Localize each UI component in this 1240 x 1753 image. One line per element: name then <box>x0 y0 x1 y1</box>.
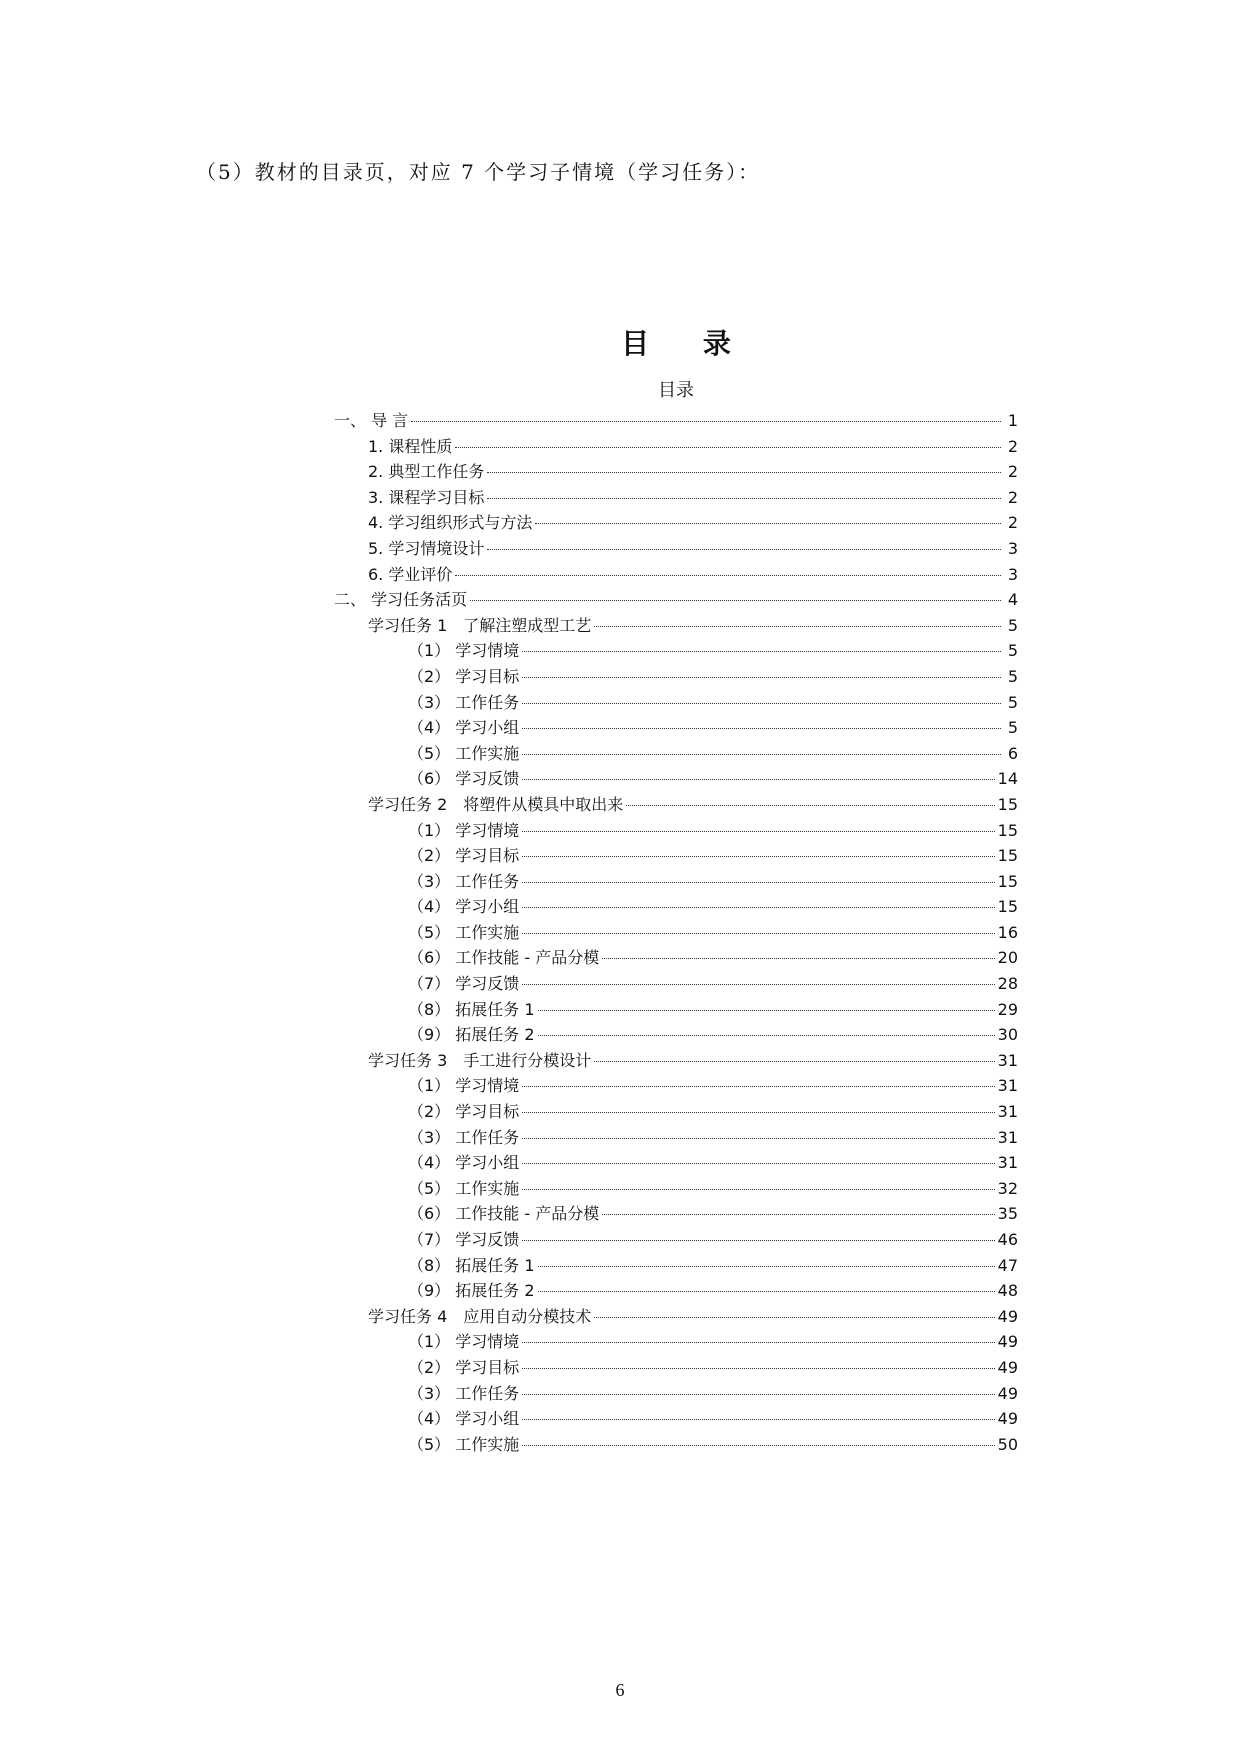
toc-entry <box>334 843 1018 869</box>
toc-dot-leader <box>522 1138 994 1139</box>
toc-dot-leader <box>538 1035 995 1036</box>
toc-entry <box>334 638 1018 664</box>
toc-entry-label: 2. 典型工作任务 <box>368 462 485 482</box>
toc-entry-label: （4） 学习小组 <box>408 1409 520 1429</box>
toc-entry <box>334 1099 1018 1125</box>
toc-entry-label: 6. 学业评价 <box>368 564 453 584</box>
toc-entry-page: 31 <box>997 1127 1018 1147</box>
toc-entry-label: 学习任务 4 应用自动分模技术 <box>368 1306 592 1326</box>
toc-entry-label: （2） 学习目标 <box>408 666 520 686</box>
toc-entry <box>334 459 1018 485</box>
toc-entry-page: 15 <box>997 871 1018 891</box>
toc-entry-label: （7） 学习反馈 <box>408 974 520 994</box>
toc-entry-label: （6） 工作技能 - 产品分模 <box>408 1204 600 1224</box>
toc-entry-label: （5） 工作实施 <box>408 922 520 942</box>
toc-dot-leader <box>522 1445 994 1446</box>
toc-entry-page: 50 <box>997 1434 1018 1454</box>
toc-entry <box>334 1125 1018 1151</box>
toc-dot-leader <box>411 421 1001 422</box>
toc-entry <box>334 613 1018 639</box>
toc-list <box>334 408 1018 1457</box>
toc-entry-label: 学习任务 1 了解注塑成型工艺 <box>368 615 592 635</box>
toc-entry <box>334 1304 1018 1330</box>
toc-entry-label: （1） 学习情境 <box>408 1076 520 1096</box>
toc-entry <box>334 536 1018 562</box>
toc-entry <box>334 408 1018 434</box>
toc-entry-page: 2 <box>1007 436 1018 456</box>
toc-dot-leader <box>594 1061 994 1062</box>
toc-entry <box>334 869 1018 895</box>
toc-entry-page: 31 <box>997 1153 1018 1173</box>
toc-dot-leader <box>602 958 994 959</box>
toc-entry-label: （8） 拓展任务 1 <box>408 999 535 1019</box>
toc-entry <box>334 1406 1018 1432</box>
toc-entry-page: 15 <box>997 897 1018 917</box>
toc-entry-page: 20 <box>997 948 1018 968</box>
toc-title: 目 录 <box>621 327 753 360</box>
toc-entry-label: （8） 拓展任务 1 <box>408 1255 535 1275</box>
toc-entry <box>334 1381 1018 1407</box>
toc-entry-page: 4 <box>1007 590 1018 610</box>
toc-entry-page: 30 <box>997 1025 1018 1045</box>
toc-entry-label: （2） 学习目标 <box>408 1357 520 1377</box>
toc-entry-page: 49 <box>997 1332 1018 1352</box>
toc-dot-leader <box>522 907 994 908</box>
toc-dot-leader <box>522 1086 994 1087</box>
toc-dot-leader <box>538 1266 995 1267</box>
toc-entry-label: （4） 学习小组 <box>408 897 520 917</box>
toc-entry <box>334 562 1018 588</box>
toc-dot-leader <box>522 651 1001 652</box>
page-number: 6 <box>615 1680 625 1700</box>
toc-entry-label: 二、 学习任务活页 <box>334 590 468 610</box>
toc-entry-page: 49 <box>997 1357 1018 1377</box>
toc-entry-label: （4） 学习小组 <box>408 1153 520 1173</box>
toc-dot-leader <box>522 1342 994 1343</box>
toc-dot-leader <box>522 933 994 934</box>
toc-entry-label: （6） 学习反馈 <box>408 769 520 789</box>
toc-dot-leader <box>626 805 994 806</box>
toc-dot-leader <box>522 779 994 780</box>
toc-subtitle: 目录 <box>658 380 694 401</box>
toc-entry <box>334 664 1018 690</box>
toc-entry-label: （2） 学习目标 <box>408 846 520 866</box>
toc-dot-leader <box>522 1368 994 1369</box>
toc-entry <box>334 1048 1018 1074</box>
toc-entry-page: 5 <box>1007 692 1018 712</box>
toc-dot-leader <box>535 523 1001 524</box>
toc-dot-leader <box>522 856 994 857</box>
toc-entry-label: （2） 学习目标 <box>408 1102 520 1122</box>
toc-entry-page: 15 <box>997 846 1018 866</box>
toc-dot-leader <box>487 498 1001 499</box>
toc-entry-page: 31 <box>997 1076 1018 1096</box>
toc-entry-page: 5 <box>1007 641 1018 661</box>
toc-dot-leader <box>470 600 1001 601</box>
toc-dot-leader <box>522 1419 994 1420</box>
toc-dot-leader <box>522 754 1001 755</box>
toc-entry-page: 49 <box>997 1409 1018 1429</box>
toc-entry-label: （3） 工作任务 <box>408 871 520 891</box>
toc-entry <box>334 1201 1018 1227</box>
toc-entry-label: 学习任务 2 将塑件从模具中取出来 <box>368 794 624 814</box>
toc-entry-page: 1 <box>1007 411 1018 430</box>
toc-entry-label: （6） 工作技能 - 产品分模 <box>408 948 600 968</box>
toc-entry-page: 49 <box>997 1306 1018 1326</box>
toc-entry-page: 2 <box>1007 513 1018 533</box>
toc-entry-page: 31 <box>997 1050 1018 1070</box>
toc-entry <box>334 1227 1018 1253</box>
toc-dot-leader <box>455 447 1001 448</box>
toc-entry <box>334 741 1018 767</box>
intro-paragraph: （5）教材的目录页，对应 7 个学习子情境（学习任务）： <box>196 160 761 184</box>
toc-entry <box>334 715 1018 741</box>
toc-dot-leader <box>538 1010 995 1011</box>
toc-section <box>334 322 1018 1457</box>
toc-entry <box>334 792 1018 818</box>
toc-entry <box>334 945 1018 971</box>
toc-dot-leader <box>487 472 1001 473</box>
toc-entry-page: 3 <box>1007 564 1018 584</box>
toc-dot-leader <box>522 831 994 832</box>
toc-entry <box>334 434 1018 460</box>
toc-entry-label: （5） 工作实施 <box>408 1178 520 1198</box>
toc-entry-page: 5 <box>1007 666 1018 686</box>
toc-dot-leader <box>538 1291 995 1292</box>
toc-entry-label: （5） 工作实施 <box>408 743 520 763</box>
toc-entry <box>334 971 1018 997</box>
toc-entry-page: 31 <box>997 1102 1018 1122</box>
toc-entry <box>334 997 1018 1023</box>
toc-dot-leader <box>522 1189 994 1190</box>
toc-entry-label: （3） 工作任务 <box>408 1127 520 1147</box>
toc-entry-label: 5. 学习情境设计 <box>368 538 485 558</box>
toc-entry-label: （4） 学习小组 <box>408 718 520 738</box>
toc-entry-page: 28 <box>997 974 1018 994</box>
toc-entry-page: 35 <box>997 1204 1018 1224</box>
toc-dot-leader <box>594 626 1001 627</box>
toc-entry-label: （5） 工作实施 <box>408 1434 520 1454</box>
toc-entry <box>334 1176 1018 1202</box>
toc-entry-label: 1. 课程性质 <box>368 436 453 456</box>
toc-entry <box>334 510 1018 536</box>
toc-entry-page: 5 <box>1007 718 1018 738</box>
toc-entry <box>334 1073 1018 1099</box>
toc-entry-label: （3） 工作任务 <box>408 692 520 712</box>
toc-entry-page: 29 <box>997 999 1018 1019</box>
toc-entry <box>334 1278 1018 1304</box>
toc-entry-label: 3. 课程学习目标 <box>368 487 485 507</box>
toc-entry-label: （9） 拓展任务 2 <box>408 1281 535 1301</box>
toc-entry-page: 5 <box>1007 615 1018 635</box>
toc-entry-label: （1） 学习情境 <box>408 820 520 840</box>
toc-dot-leader <box>522 984 994 985</box>
toc-entry-label: （7） 学习反馈 <box>408 1230 520 1249</box>
toc-entry <box>334 766 1018 792</box>
toc-entry <box>334 485 1018 511</box>
toc-entry-page: 46 <box>997 1230 1018 1249</box>
toc-dot-leader <box>522 703 1001 704</box>
toc-entry-page: 2 <box>1007 487 1018 507</box>
toc-entry-label: （1） 学习情境 <box>408 641 520 661</box>
toc-entry-label: （1） 学习情境 <box>408 1332 520 1352</box>
toc-entry-page: 14 <box>997 769 1018 789</box>
toc-entry <box>334 920 1018 946</box>
toc-entry <box>334 894 1018 920</box>
toc-entry-page: 15 <box>997 820 1018 840</box>
toc-entry <box>334 1150 1018 1176</box>
toc-entry <box>334 587 1018 613</box>
toc-entry <box>334 1432 1018 1458</box>
toc-entry <box>334 690 1018 716</box>
toc-entry <box>334 1253 1018 1279</box>
toc-dot-leader <box>602 1214 994 1215</box>
toc-entry-page: 47 <box>997 1255 1018 1275</box>
toc-entry-label: 4. 学习组织形式与方法 <box>368 513 533 533</box>
toc-entry <box>334 1329 1018 1355</box>
toc-dot-leader <box>522 1240 994 1241</box>
toc-entry <box>334 818 1018 844</box>
toc-dot-leader <box>487 549 1001 550</box>
toc-dot-leader <box>522 677 1001 678</box>
toc-dot-leader <box>594 1317 994 1318</box>
toc-entry-page: 48 <box>997 1281 1018 1301</box>
toc-entry <box>334 1355 1018 1381</box>
toc-entry-label: （3） 工作任务 <box>408 1383 520 1403</box>
toc-entry-page: 32 <box>997 1178 1018 1198</box>
toc-dot-leader <box>522 728 1001 729</box>
toc-dot-leader <box>522 1112 994 1113</box>
toc-dot-leader <box>522 1394 994 1395</box>
toc-dot-leader <box>522 882 994 883</box>
toc-dot-leader <box>455 575 1001 576</box>
toc-entry-label: 一、 导 言 <box>334 411 409 430</box>
toc-entry-page: 3 <box>1007 538 1018 558</box>
toc-entry <box>334 1022 1018 1048</box>
toc-entry-label: 学习任务 3 手工进行分模设计 <box>368 1050 592 1070</box>
toc-entry-page: 15 <box>997 794 1018 814</box>
toc-entry-page: 6 <box>1007 743 1018 763</box>
toc-dot-leader <box>522 1163 994 1164</box>
toc-entry-page: 2 <box>1007 462 1018 482</box>
toc-entry-page: 49 <box>997 1383 1018 1403</box>
toc-entry-label: （9） 拓展任务 2 <box>408 1025 535 1045</box>
toc-entry-page: 16 <box>997 922 1018 942</box>
